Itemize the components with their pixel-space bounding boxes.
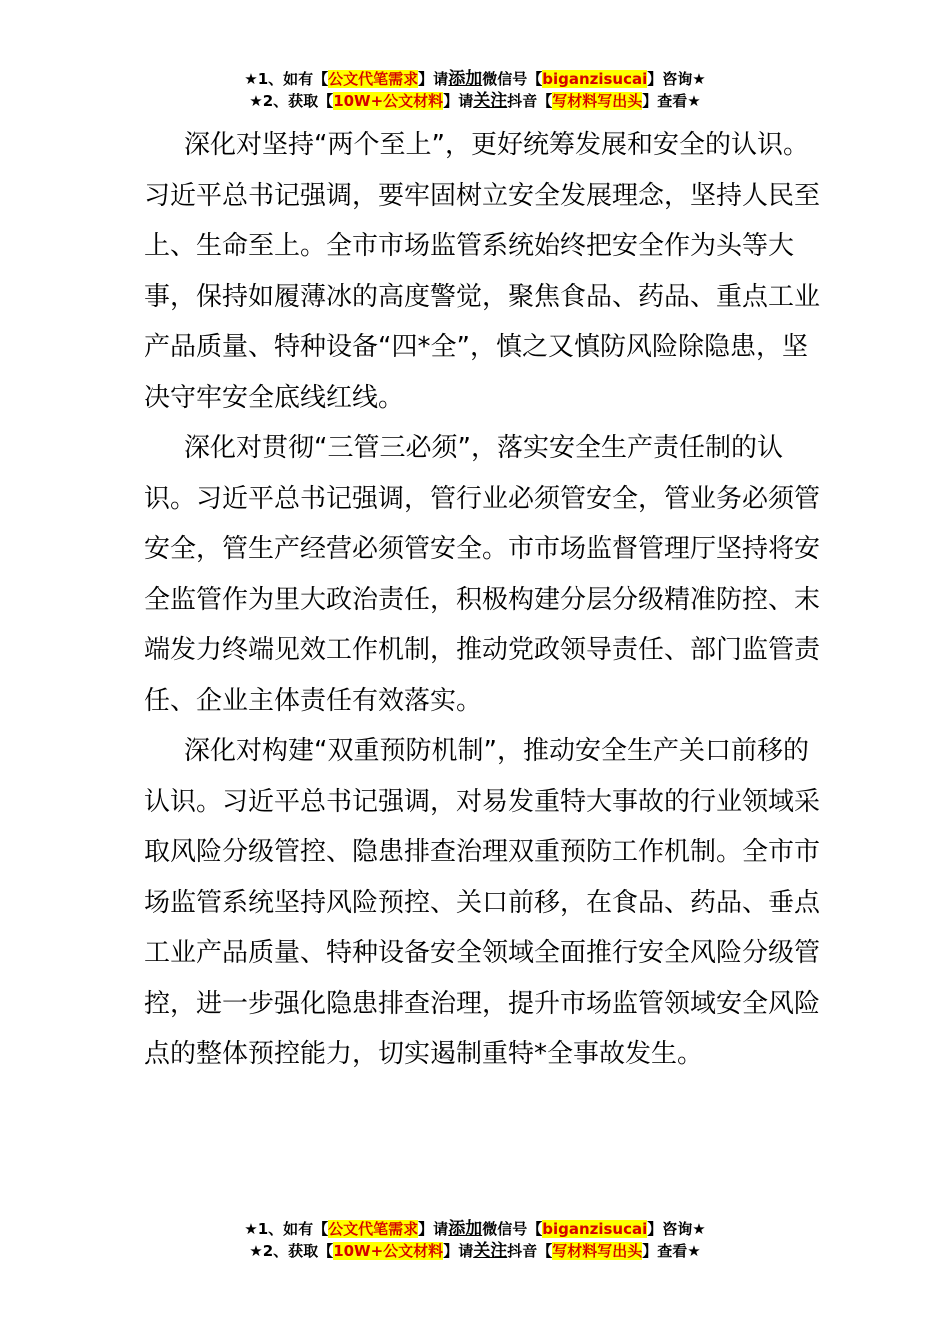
paragraph-2 — [144, 423, 824, 726]
ad-text: 】咨询★ — [647, 70, 706, 88]
paragraph-3 — [144, 726, 824, 1080]
ad-highlight: 10W+公文材料 — [333, 1242, 444, 1260]
header-ad-line-1 — [0, 68, 950, 90]
ad-text: 抖音【 — [507, 1242, 553, 1260]
ad-emphasis: 关注 — [473, 1241, 508, 1261]
ad-text: 】查看★ — [642, 1242, 701, 1260]
header-ad-line-2 — [0, 90, 950, 112]
paragraph-text: 深化对构建“双重预防机制”，推动安全生产关口前移的认识。习近平总书记强调，对易发重特大事故的行业领域采取风险分级管控、隐患排查治理双重预防工作机制。全市市场监管系统坚持风险预控、关口前移，在食品、药品、垂点工业产品质量、特种设备安全领域全面推行安全风险分级管控，进一步强化隐患排查治理，提升市场监管领域安全风险点的整体预控能力，切实遏制重特*全事故发生。 — [144, 736, 821, 1069]
ad-emphasis: 添加 — [448, 1219, 483, 1239]
paragraph-text: 深化对坚持“两个至上”，更好统筹发展和安全的认识。习近平总书记强调，要牢固树立安全发展理念，坚持人民至上、生命至上。全市市场监管系统始终把安全作为头等大事，保持如履薄冰的高度警觉，聚焦食品、药品、重点工业产品质量、特种设备“四*全”，慎之又慎防风险除隐患，坚决守牢安全底线红线。 — [144, 130, 821, 413]
ad-emphasis: 添加 — [448, 69, 483, 89]
ad-text: 】请 — [418, 1220, 449, 1238]
footer-ad-line-1 — [0, 1218, 950, 1240]
ad-text: 】查看★ — [642, 92, 701, 110]
header-ad — [0, 68, 950, 112]
ad-text: 】请 — [443, 1242, 474, 1260]
document-body — [144, 120, 824, 1080]
ad-text: 微信号【 — [482, 70, 543, 88]
ad-text: ★2、获取【 — [249, 92, 334, 110]
ad-text: ★2、获取【 — [249, 1242, 334, 1260]
footer-ad — [0, 1218, 950, 1262]
paragraph-text: 深化对贯彻“三管三必须”，落实安全生产责任制的认识。习近平总书记强调，管行业必须管安全，管业务必须管安全，管生产经营必须管安全。市市场监督管理厅坚持将安全监管作为里大政治责任，积极构建分层分级精准防控、末端发力终端见效工作机制，推动党政领导责任、部门监管责任、企业主体责任有效落实。 — [144, 433, 821, 716]
footer-ad-line-2 — [0, 1240, 950, 1262]
ad-highlight-douyin-id: 写材料写出头 — [552, 1242, 643, 1260]
ad-text: 】咨询★ — [647, 1220, 706, 1238]
ad-highlight-wechat-id: biganzisucai — [542, 70, 648, 88]
ad-highlight: 公文代笔需求 — [328, 70, 419, 88]
ad-text: ★1、如有【 — [244, 1220, 329, 1238]
ad-text: 抖音【 — [507, 92, 553, 110]
ad-text: ★1、如有【 — [244, 70, 329, 88]
ad-highlight: 公文代笔需求 — [328, 1220, 419, 1238]
ad-highlight-douyin-id: 写材料写出头 — [552, 92, 643, 110]
ad-text: 】请 — [443, 92, 474, 110]
paragraph-1 — [144, 120, 824, 423]
ad-highlight: 10W+公文材料 — [333, 92, 444, 110]
ad-emphasis: 关注 — [473, 91, 508, 111]
ad-text: 微信号【 — [482, 1220, 543, 1238]
ad-text: 】请 — [418, 70, 449, 88]
ad-highlight-wechat-id: biganzisucai — [542, 1220, 648, 1238]
